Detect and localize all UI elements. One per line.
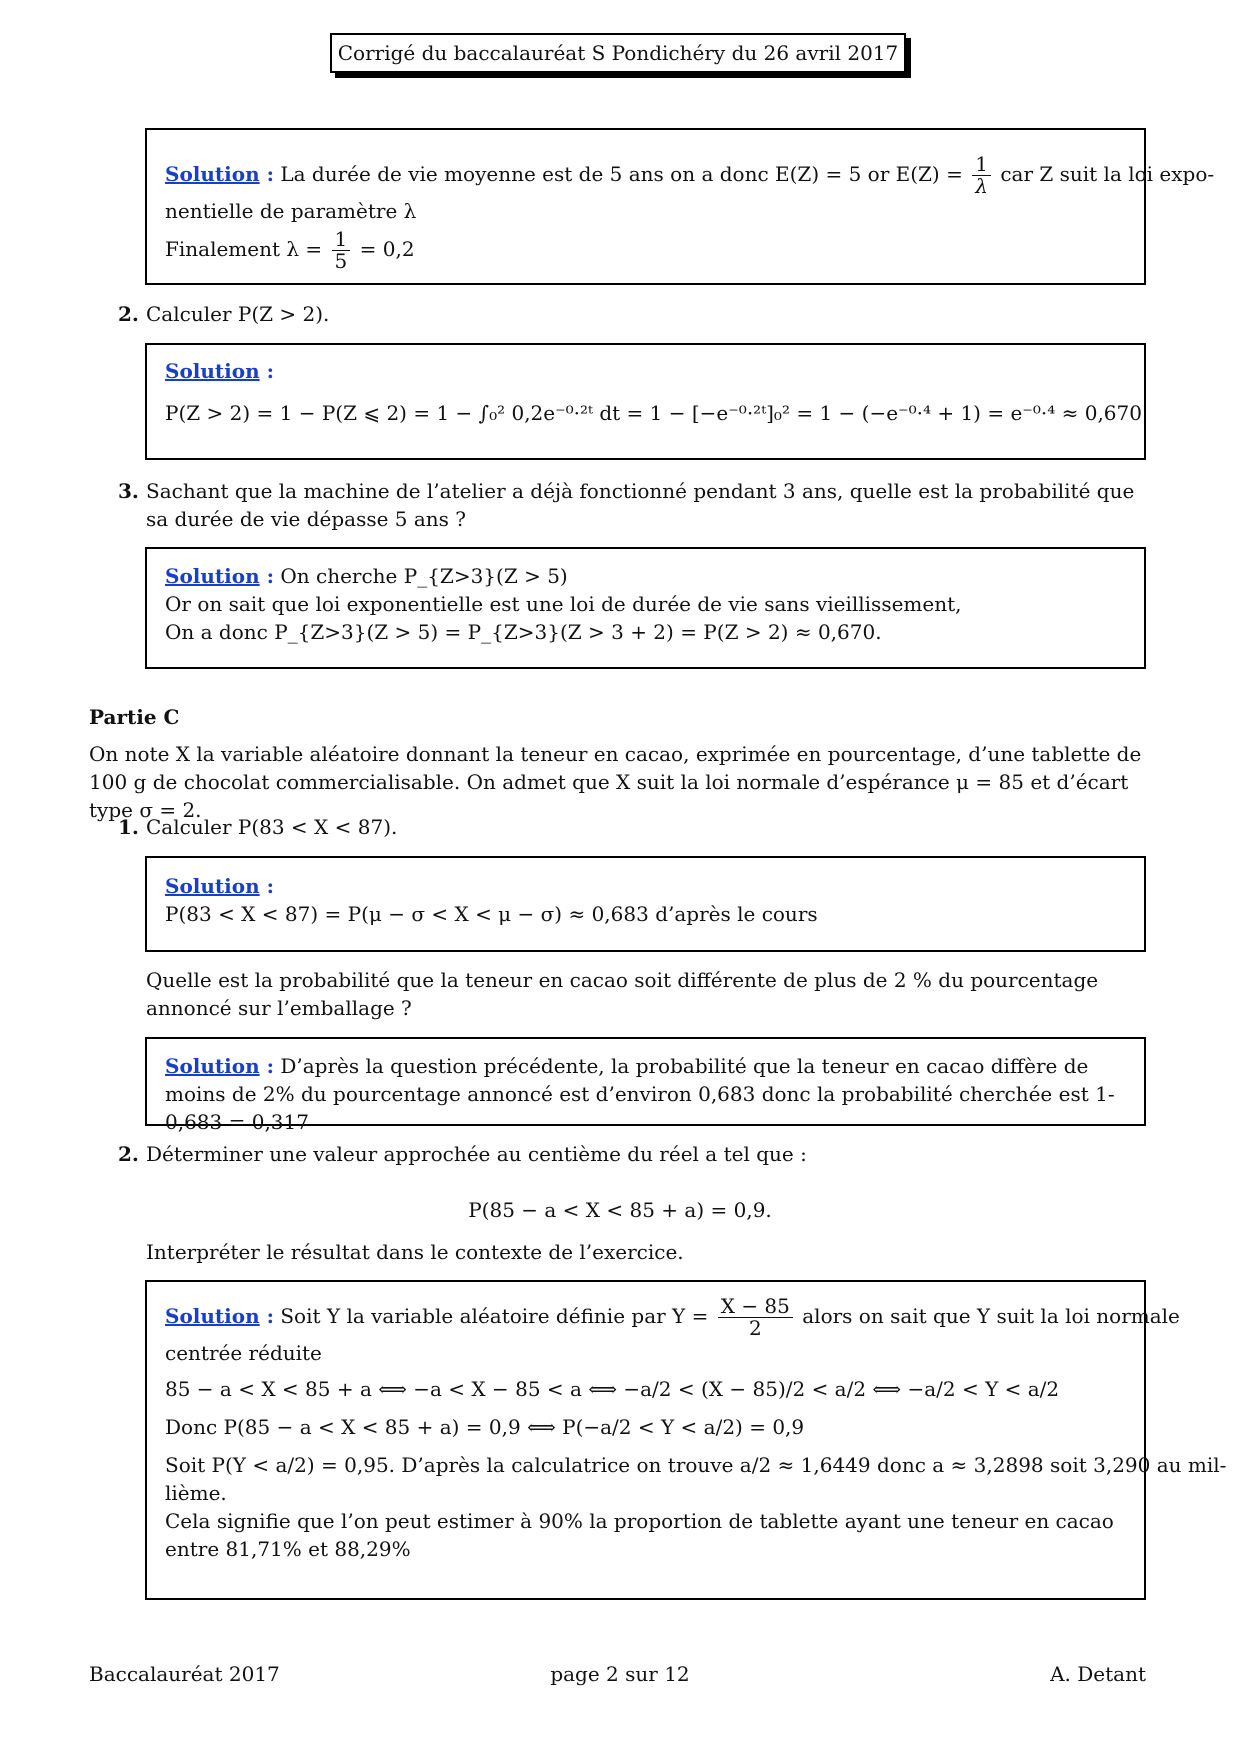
question-text: Sachant que la machine de l’atelier a déjà fonctionné pendant 3 ans, quelle est la probabilité que sa durée de vie dépasse 5 ans ? xyxy=(146,479,1135,531)
solution-box-4: Solution : P(83 < X < 87) = P(μ − σ < X < μ − σ) ≈ 0,683 d’après le cours xyxy=(145,856,1146,952)
fraction-x-minus-85-over-2: $\frac{X - 85}{2}$ xyxy=(718,1296,793,1339)
solution-box-2: Solution : P(Z > 2) = 1 − P(Z ⩽ 2) = 1 − ∫₀² 0,2e⁻⁰·²ᵗ dt = 1 − [−e⁻⁰·²ᵗ]₀² = 1 − (−e⁻⁰·⁴ + 1) = e⁻⁰·⁴ ≈ 0,670 xyxy=(145,343,1146,460)
box6-line6: lième. xyxy=(165,1481,227,1505)
partC-intro: On note X la variable aléatoire donnant la teneur en cacao, exprimée en pourcentage, d’une tablette de 100 g de chocolat commercialisable. On admet que X suit la loi normale d’espérance μ = 85 et d’écart type σ = 2. xyxy=(89,742,1142,822)
solution-label: Solution xyxy=(165,1304,260,1328)
box1-line3-b: = 0,2 xyxy=(359,237,415,261)
question-number: 2. xyxy=(118,302,139,326)
box6-line1-b: alors on sait que Y suit la loi normale xyxy=(802,1304,1180,1328)
solution-box-3: Solution : On cherche P_{Z>3}(Z > 5) Or on sait que loi exponentielle est une loi de durée de vie sans vieillissement, On a donc P_{Z>3}(Z > 5) = P_{Z>3}(Z > 3 + 2) = P(Z > 2) ≈ 0,670. xyxy=(145,547,1146,669)
box6-line4: Donc P(85 − a < X < 85 + a) = 0,9 ⟺ P(−a/2 < Y < a/2) = 0,9 xyxy=(165,1415,805,1439)
fraction-1-over-lambda: $\frac{1}{\lambda}$ xyxy=(972,154,991,197)
question-number: 2. xyxy=(118,1142,139,1166)
page-header-title: Corrigé du baccalauréat S Pondichéry du 26 avril 2017 xyxy=(330,33,906,73)
displayed-equation: P(85 − a < X < 85 + a) = 0,9. xyxy=(468,1198,772,1222)
box3-line1: On cherche P_{Z>3}(Z > 5) xyxy=(280,564,568,588)
solution-label: Solution xyxy=(165,162,260,186)
solution-box-6: Solution : Soit Y la variable aléatoire définie par Y = $\frac{X - 85}{2}$ alors on sait que Y suit la loi normale centrée réduite 85 − a < X < 85 + a ⟺ −a < X − 85 < a ⟺ −a/2 < (X − 85)/2 < a/2 ⟺ −a/2 < Y < a/2 Donc P(85 − a < X < 85 + a) = 0,9 ⟺ P(−a/2 < Y < a/2) = 0,9 Soit P(Y < a/2) = 0,95. D’après la calculatrice on trouve a/2 ≈ 1,6449 donc a ≈ 3,2898 soit 3,290 au mil- lième. Cela signifie que l’on peut estimer à 90% la proportion de tablette ayant une teneur en cacao entre 81,71% et 88,29% xyxy=(145,1280,1146,1600)
question-number: 3. xyxy=(118,479,139,503)
question-text: Calculer P(Z > 2). xyxy=(146,302,330,326)
question-text: Calculer P(83 < X < 87). xyxy=(146,815,398,839)
box1-line3-a: Finalement λ = xyxy=(165,237,323,261)
solution-label: Solution xyxy=(165,874,260,898)
box6-line1-a: Soit Y la variable aléatoire définie par Y = xyxy=(280,1304,709,1328)
box3-line2: Or on sait que loi exponentielle est une loi de durée de vie sans vieillissement, xyxy=(165,592,962,616)
box5-text: D’après la question précédente, la probabilité que la teneur en cacao diffère de moins de 2% du pourcentage annoncé est d’environ 0,683 donc la probabilité cherchée est 1-0,683 = 0,317 xyxy=(165,1054,1115,1134)
box6-line3: 85 − a < X < 85 + a ⟺ −a < X − 85 < a ⟺ −a/2 < (X − 85)/2 < a/2 ⟺ −a/2 < Y < a/2 xyxy=(165,1377,1060,1401)
solution-label: Solution xyxy=(165,564,260,588)
box6-line7: Cela signifie que l’on peut estimer à 90% la proportion de tablette ayant une teneur en cacao entre 81,71% et 88,29% xyxy=(165,1509,1114,1561)
fraction-1-over-5: $\frac{1}{5}$ xyxy=(332,229,351,272)
question-text: Interpréter le résultat dans le contexte de l’exercice. xyxy=(146,1240,684,1264)
footer-author: A. Detant xyxy=(1050,1662,1146,1686)
box3-line3: On a donc P_{Z>3}(Z > 5) = P_{Z>3}(Z > 3 + 2) = P(Z > 2) ≈ 0,670. xyxy=(165,620,882,644)
box1-text-a: La durée de vie moyenne est de 5 ans on a donc E(Z) = 5 or E(Z) = xyxy=(280,162,963,186)
box4-formula: P(83 < X < 87) = P(μ − σ < X < μ − σ) ≈ 0,683 d’après le cours xyxy=(165,902,818,926)
solution-label: Solution xyxy=(165,1054,260,1078)
question-number: 1. xyxy=(118,815,139,839)
box2-formula: P(Z > 2) = 1 − P(Z ⩽ 2) = 1 − ∫₀² 0,2e⁻⁰·²ᵗ dt = 1 − [−e⁻⁰·²ᵗ]₀² = 1 − (−e⁻⁰·⁴ + 1) = e⁻⁰·⁴ ≈ 0,670 xyxy=(165,401,1142,425)
section-heading: Partie C xyxy=(89,705,180,729)
solution-box-5: Solution : D’après la question précédente, la probabilité que la teneur en cacao diffère de moins de 2% du pourcentage annoncé est d’environ 0,683 donc la probabilité cherchée est 1-0,683 = 0,317 xyxy=(145,1037,1146,1126)
question-text: Quelle est la probabilité que la teneur en cacao soit différente de plus de 2 % du pourcentage annoncé sur l’emballage ? xyxy=(146,968,1099,1020)
box6-line2: centrée réduite xyxy=(165,1341,322,1365)
footer-left: Baccalauréat 2017 xyxy=(89,1662,280,1686)
question-text: Déterminer une valeur approchée au centième du réel a tel que : xyxy=(146,1142,807,1166)
box1-text-b: car Z suit la loi expo- xyxy=(1000,162,1215,186)
solution-box-1: Solution : La durée de vie moyenne est de 5 ans on a donc E(Z) = 5 or E(Z) = $\frac{1}{\lambda}$ car Z suit la loi expo- nentielle de paramètre λ Finalement λ = $\frac{1}{5}$ = 0,2 xyxy=(145,128,1146,285)
box1-line2: nentielle de paramètre λ xyxy=(165,199,417,223)
solution-label: Solution xyxy=(165,359,260,383)
footer-page-number: page 2 sur 12 xyxy=(550,1662,690,1686)
box6-line5: Soit P(Y < a/2) = 0,95. D’après la calculatrice on trouve a/2 ≈ 1,6449 donc a ≈ 3,2898 soit 3,290 au mil- xyxy=(165,1453,1227,1477)
